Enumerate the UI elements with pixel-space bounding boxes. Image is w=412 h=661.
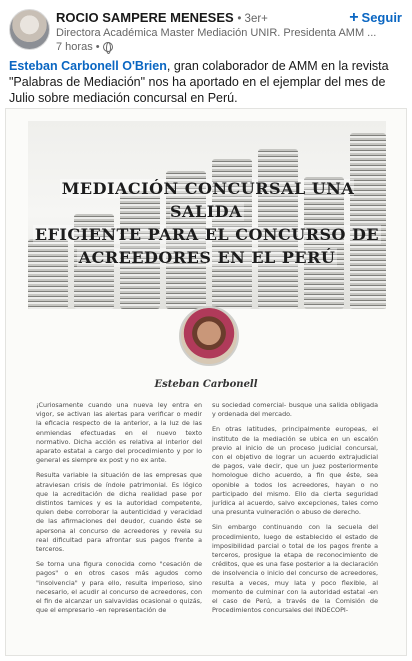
photo-caption: Esteban Carbonell <box>154 379 258 390</box>
coins-banner <box>28 121 386 309</box>
author-line <box>56 10 268 25</box>
post-header <box>0 0 412 58</box>
title-line-3: ACREEDORES EN EL PERÚ <box>78 248 336 267</box>
article-body <box>36 401 378 621</box>
paragraph: Se torna una figura conocida como "cesación de pagos" o en otros casos más agudos como "insolvencia" y para ello, resulta imperioso, sino necesario, el acudir al concurso de acreedores, con el fin de alcanzar un salvavidas ocasional o quizás, que el empresario -en representación de <box>36 560 202 615</box>
article-column-left <box>36 401 202 621</box>
author-name[interactable]: ROCIO SAMPERE MENESES <box>56 10 234 25</box>
title-line-1: MEDIACIÓN CONCURSAL UNA SALIDA <box>61 179 355 221</box>
post-body: , gran colaborador de AMM en la revista "Palabras de Mediación" nos ha aportado en el ejemplar del mes de Julio sobre mediación concursal en Perú. <box>9 59 389 105</box>
post-text <box>9 58 404 106</box>
post-time <box>56 41 113 53</box>
article-title <box>28 177 386 269</box>
follow-label: Seguir <box>361 10 402 25</box>
author-headline: Directora Académica Master Mediación UNIR. Presidenta AMM ... <box>56 27 377 39</box>
plus-icon: + <box>349 9 359 26</box>
paragraph: Resulta variable la situación de las empresas que atraviesan crisis de índole patrimonial. Es lógico que la acreditación de dicha realidad pase por distintos tamices y es la autoridad competente, quien debe corroborar la autenticidad y veracidad de las afirmaciones del deudor, cuando éste se apersona al concurso de acreedores y revela su real dificultad para afrontar sus pagos frente a terceros. <box>36 471 202 554</box>
paragraph: En otras latitudes, principalmente europeas, el instituto de la mediación se ubica en un escalón previo al inicio de un proceso judicial concursal, con el objetivo de lograr un acuerdo extrajudicial de pagos, vale decir, que un juez posteriormente homologue dicho acuerdo, a fin que éste, sea oponible a todos los acreedores, hayan o no participado del mismo. Ello da cierta seguridad jurídica al acuerdo, salvo excepciones, tales como una presunta vulneración o abuso de derecho. <box>212 425 378 517</box>
author-avatar[interactable] <box>9 9 50 50</box>
article-column-right <box>212 401 378 621</box>
paragraph: su sociedad comercial- busque una salida obligada y ordenada del mercado. <box>212 401 378 419</box>
paragraph: Sin embargo continuando con la secuela del procedimiento, luego de establecido el estado de imposibilidad parcial o total de los pagos frente a terceros, prosigue la etapa de reconocimiento de créditos, que es una fase posterior a la declaración de insolvencia o inicio del concurso de acreedores, resulta a veces, muy lata y poco flexible, al momento de culminar con la autoridad estatal -en el caso de Perú, a través de la Comisión de Procedimientos concursales del INDECOPI- <box>212 523 378 615</box>
post-time-label: 7 horas • <box>56 41 100 53</box>
mention-link[interactable]: Esteban Carbonell O'Brien <box>9 59 167 73</box>
follow-button[interactable] <box>349 10 402 25</box>
author-photo <box>179 306 239 366</box>
globe-icon <box>103 42 113 52</box>
magazine-page-image[interactable] <box>5 108 407 656</box>
connection-degree: • 3er+ <box>237 13 268 25</box>
title-line-2: EFICIENTE PARA EL CONCURSO DE <box>34 225 380 244</box>
paragraph: ¡Curiosamente cuando una nueva ley entra en vigor, se activan las alertas para verificar o medir la eficacia respecto de la anterior, a la luz de las enmiendas efectuadas en el nuevo texto normativo. Dicha acción es relativa al interior del aparato estatal a cargo del procedimiento y por lo general es siempre ex post y no ex ante. <box>36 401 202 465</box>
